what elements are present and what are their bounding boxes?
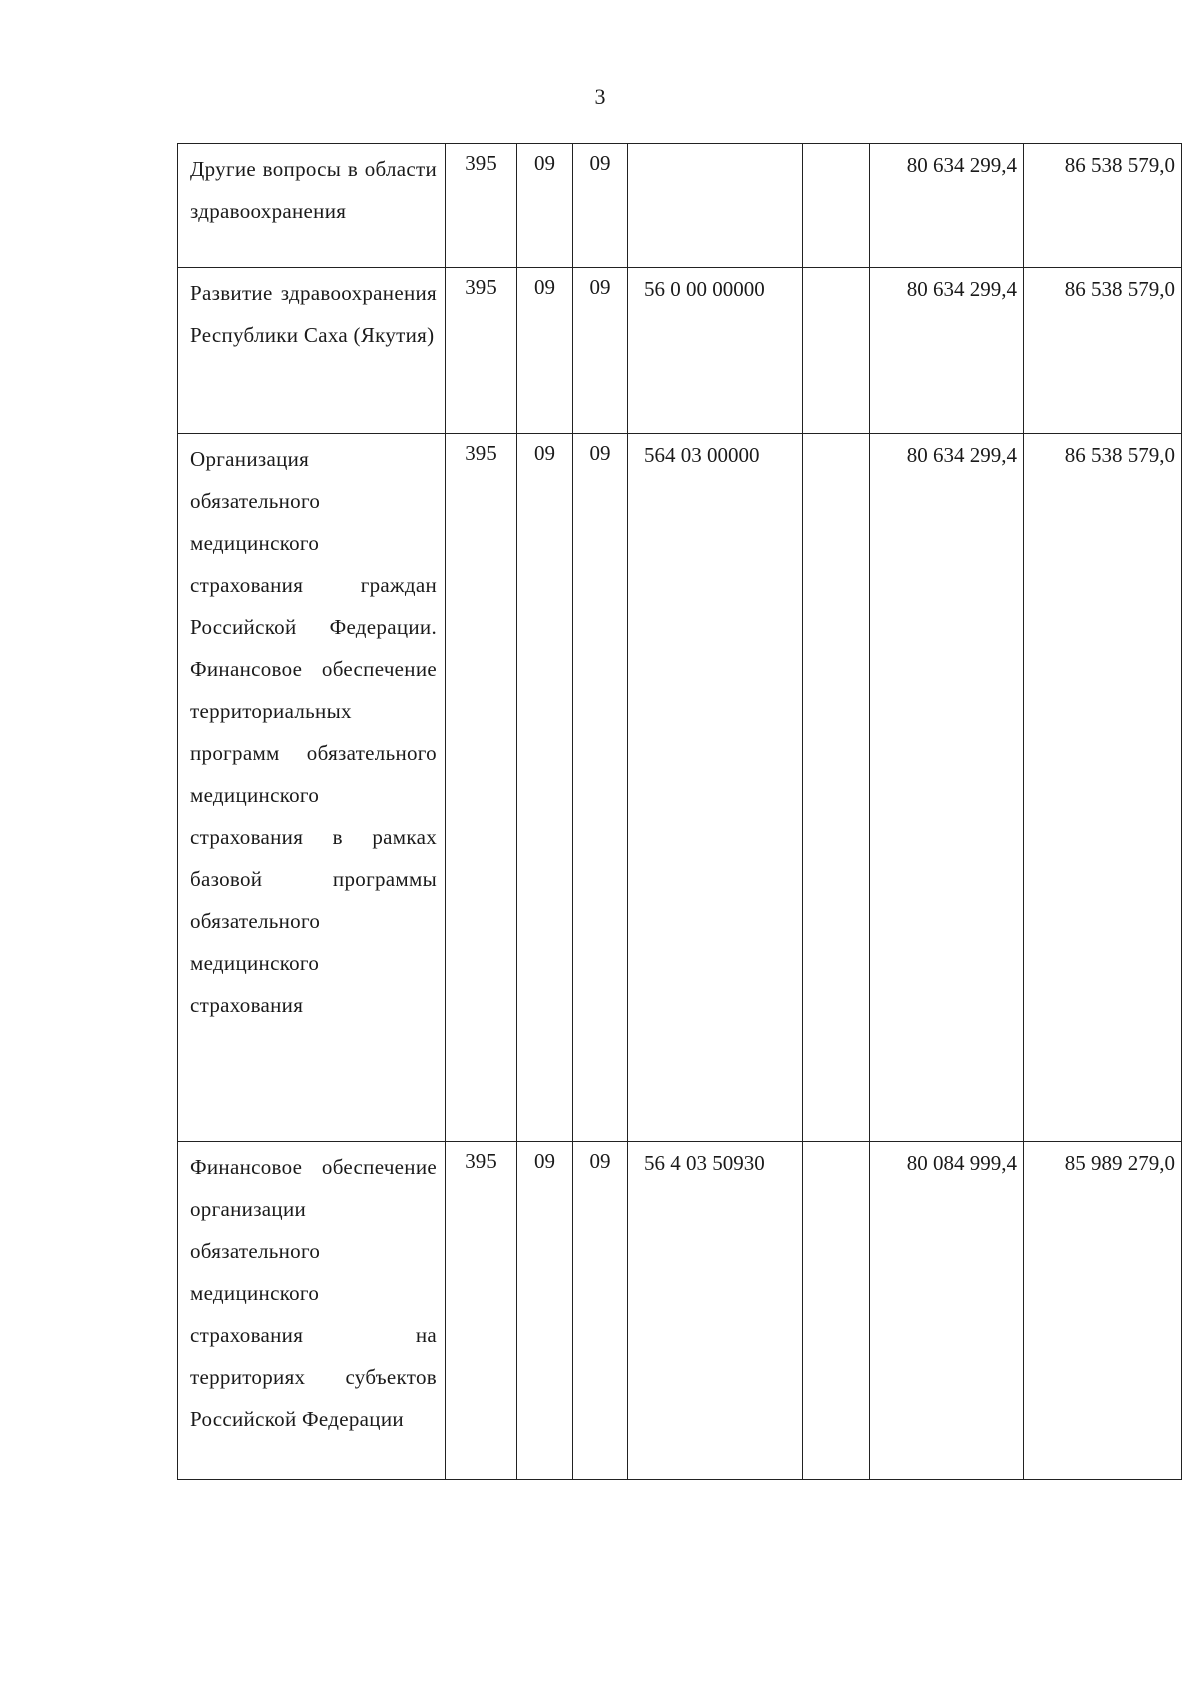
expense-type-cell [803,1142,870,1480]
page-number: 3 [594,84,606,109]
amount-year1-cell: 80 084 999,4 [870,1142,1024,1480]
amount-year1-cell: 80 634 299,4 [870,434,1024,1142]
ved-cell: 395 [446,1142,517,1480]
amount-year2-cell: 85 989 279,0 [1024,1142,1182,1480]
target-article-cell: 564 03 00000 [628,434,803,1142]
section-cell: 09 [517,1142,573,1480]
table-row [178,1142,1182,1480]
amount-year1-cell: 80 634 299,4 [870,268,1024,434]
target-article-cell [628,144,803,268]
table-row [178,144,1182,268]
section-cell: 09 [517,144,573,268]
section-cell: 09 [517,434,573,1142]
table-row [178,268,1182,434]
subsection-cell: 09 [573,268,628,434]
expense-type-cell [803,144,870,268]
expense-name-cell: Другие вопросы в области здравоохранения [178,144,446,268]
table-row [178,434,1182,1142]
expense-name-cell: Развитие здравоохранения Республики Саха (Якутия) [178,268,446,434]
budget-table [177,143,1182,1480]
ved-cell: 395 [446,144,517,268]
ved-cell: 395 [446,434,517,1142]
expense-name-cell: Организация обязательного медицинского страхования граждан Российской Федерации. Финансовое обеспечение территориальных программ обязательного медицинского страхования в рамках базовой программы обязательного медицинского страхования [178,434,446,1142]
subsection-cell: 09 [573,1142,628,1480]
amount-year2-cell: 86 538 579,0 [1024,268,1182,434]
subsection-cell: 09 [573,434,628,1142]
amount-year2-cell: 86 538 579,0 [1024,434,1182,1142]
subsection-cell: 09 [573,144,628,268]
expense-type-cell [803,268,870,434]
amount-year2-cell: 86 538 579,0 [1024,144,1182,268]
expense-name-cell: Финансовое обеспечение организации обязательного медицинского страхования на территориях субъектов Российской Федерации [178,1142,446,1480]
target-article-cell: 56 0 00 00000 [628,268,803,434]
ved-cell: 395 [446,268,517,434]
section-cell: 09 [517,268,573,434]
expense-type-cell [803,434,870,1142]
amount-year1-cell: 80 634 299,4 [870,144,1024,268]
target-article-cell: 56 4 03 50930 [628,1142,803,1480]
